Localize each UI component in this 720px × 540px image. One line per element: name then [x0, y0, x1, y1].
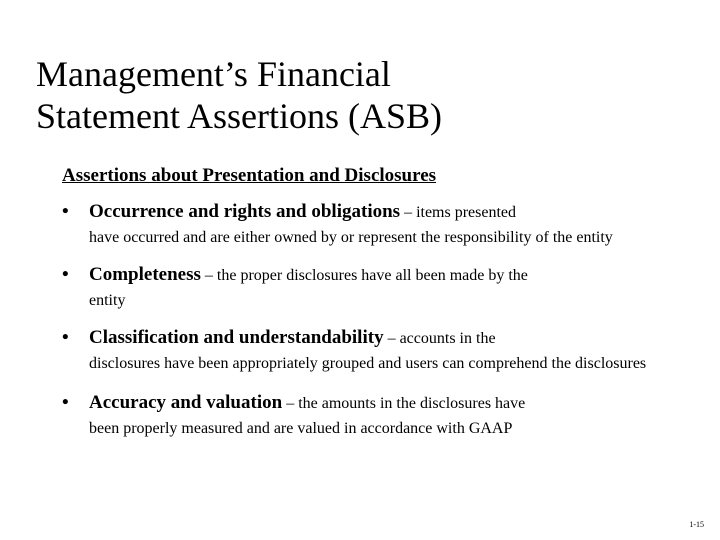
bullet-term: Occurrence and rights and obligations: [89, 201, 401, 222]
bullet-icon: •: [62, 392, 69, 413]
bullet-accuracy-valuation: [62, 391, 702, 439]
bullet-first-line: [89, 391, 702, 416]
slide-title: [36, 53, 696, 137]
bullet-occurrence-rights-obligations: [62, 200, 702, 248]
bullet-description-start: – items presented: [400, 204, 517, 221]
page-number: 1-15: [689, 520, 704, 529]
bullet-classification-understandability: [62, 326, 702, 374]
bullet-first-line: [89, 200, 702, 225]
bullet-term: Classification and understandability: [89, 327, 384, 348]
bullet-description-continued: have occurred and are either owned by or represent the responsibility of the entity: [89, 229, 613, 246]
bullet-description-start: – the amounts in the disclosures have: [282, 395, 526, 412]
bullet-term: Completeness: [89, 264, 201, 285]
bullet-description-continued: disclosures have been appropriately grouped and users can comprehend the disclosures: [89, 355, 647, 372]
bullet-description-start: – accounts in the: [383, 330, 496, 347]
bullet-icon: •: [62, 264, 69, 285]
section-heading: Assertions about Presentation and Disclosures: [62, 165, 437, 186]
bullet-first-line: [89, 263, 702, 288]
slide-title-line-1: Management’s Financial: [36, 54, 391, 94]
bullet-term: Accuracy and valuation: [89, 392, 283, 413]
bullet-first-line: [89, 326, 702, 351]
bullet-description-continued: entity: [89, 292, 126, 309]
bullet-icon: •: [62, 327, 69, 348]
bullet-description-continued: been properly measured and are valued in accordance with GAAP: [89, 420, 513, 437]
slide-content: [62, 164, 702, 439]
slide-title-line-2: Statement Assertions (ASB): [36, 96, 442, 136]
bullet-icon: •: [62, 201, 69, 222]
bullet-description-start: – the proper disclosures have all been made by the: [200, 267, 528, 284]
bullet-completeness: [62, 263, 702, 311]
